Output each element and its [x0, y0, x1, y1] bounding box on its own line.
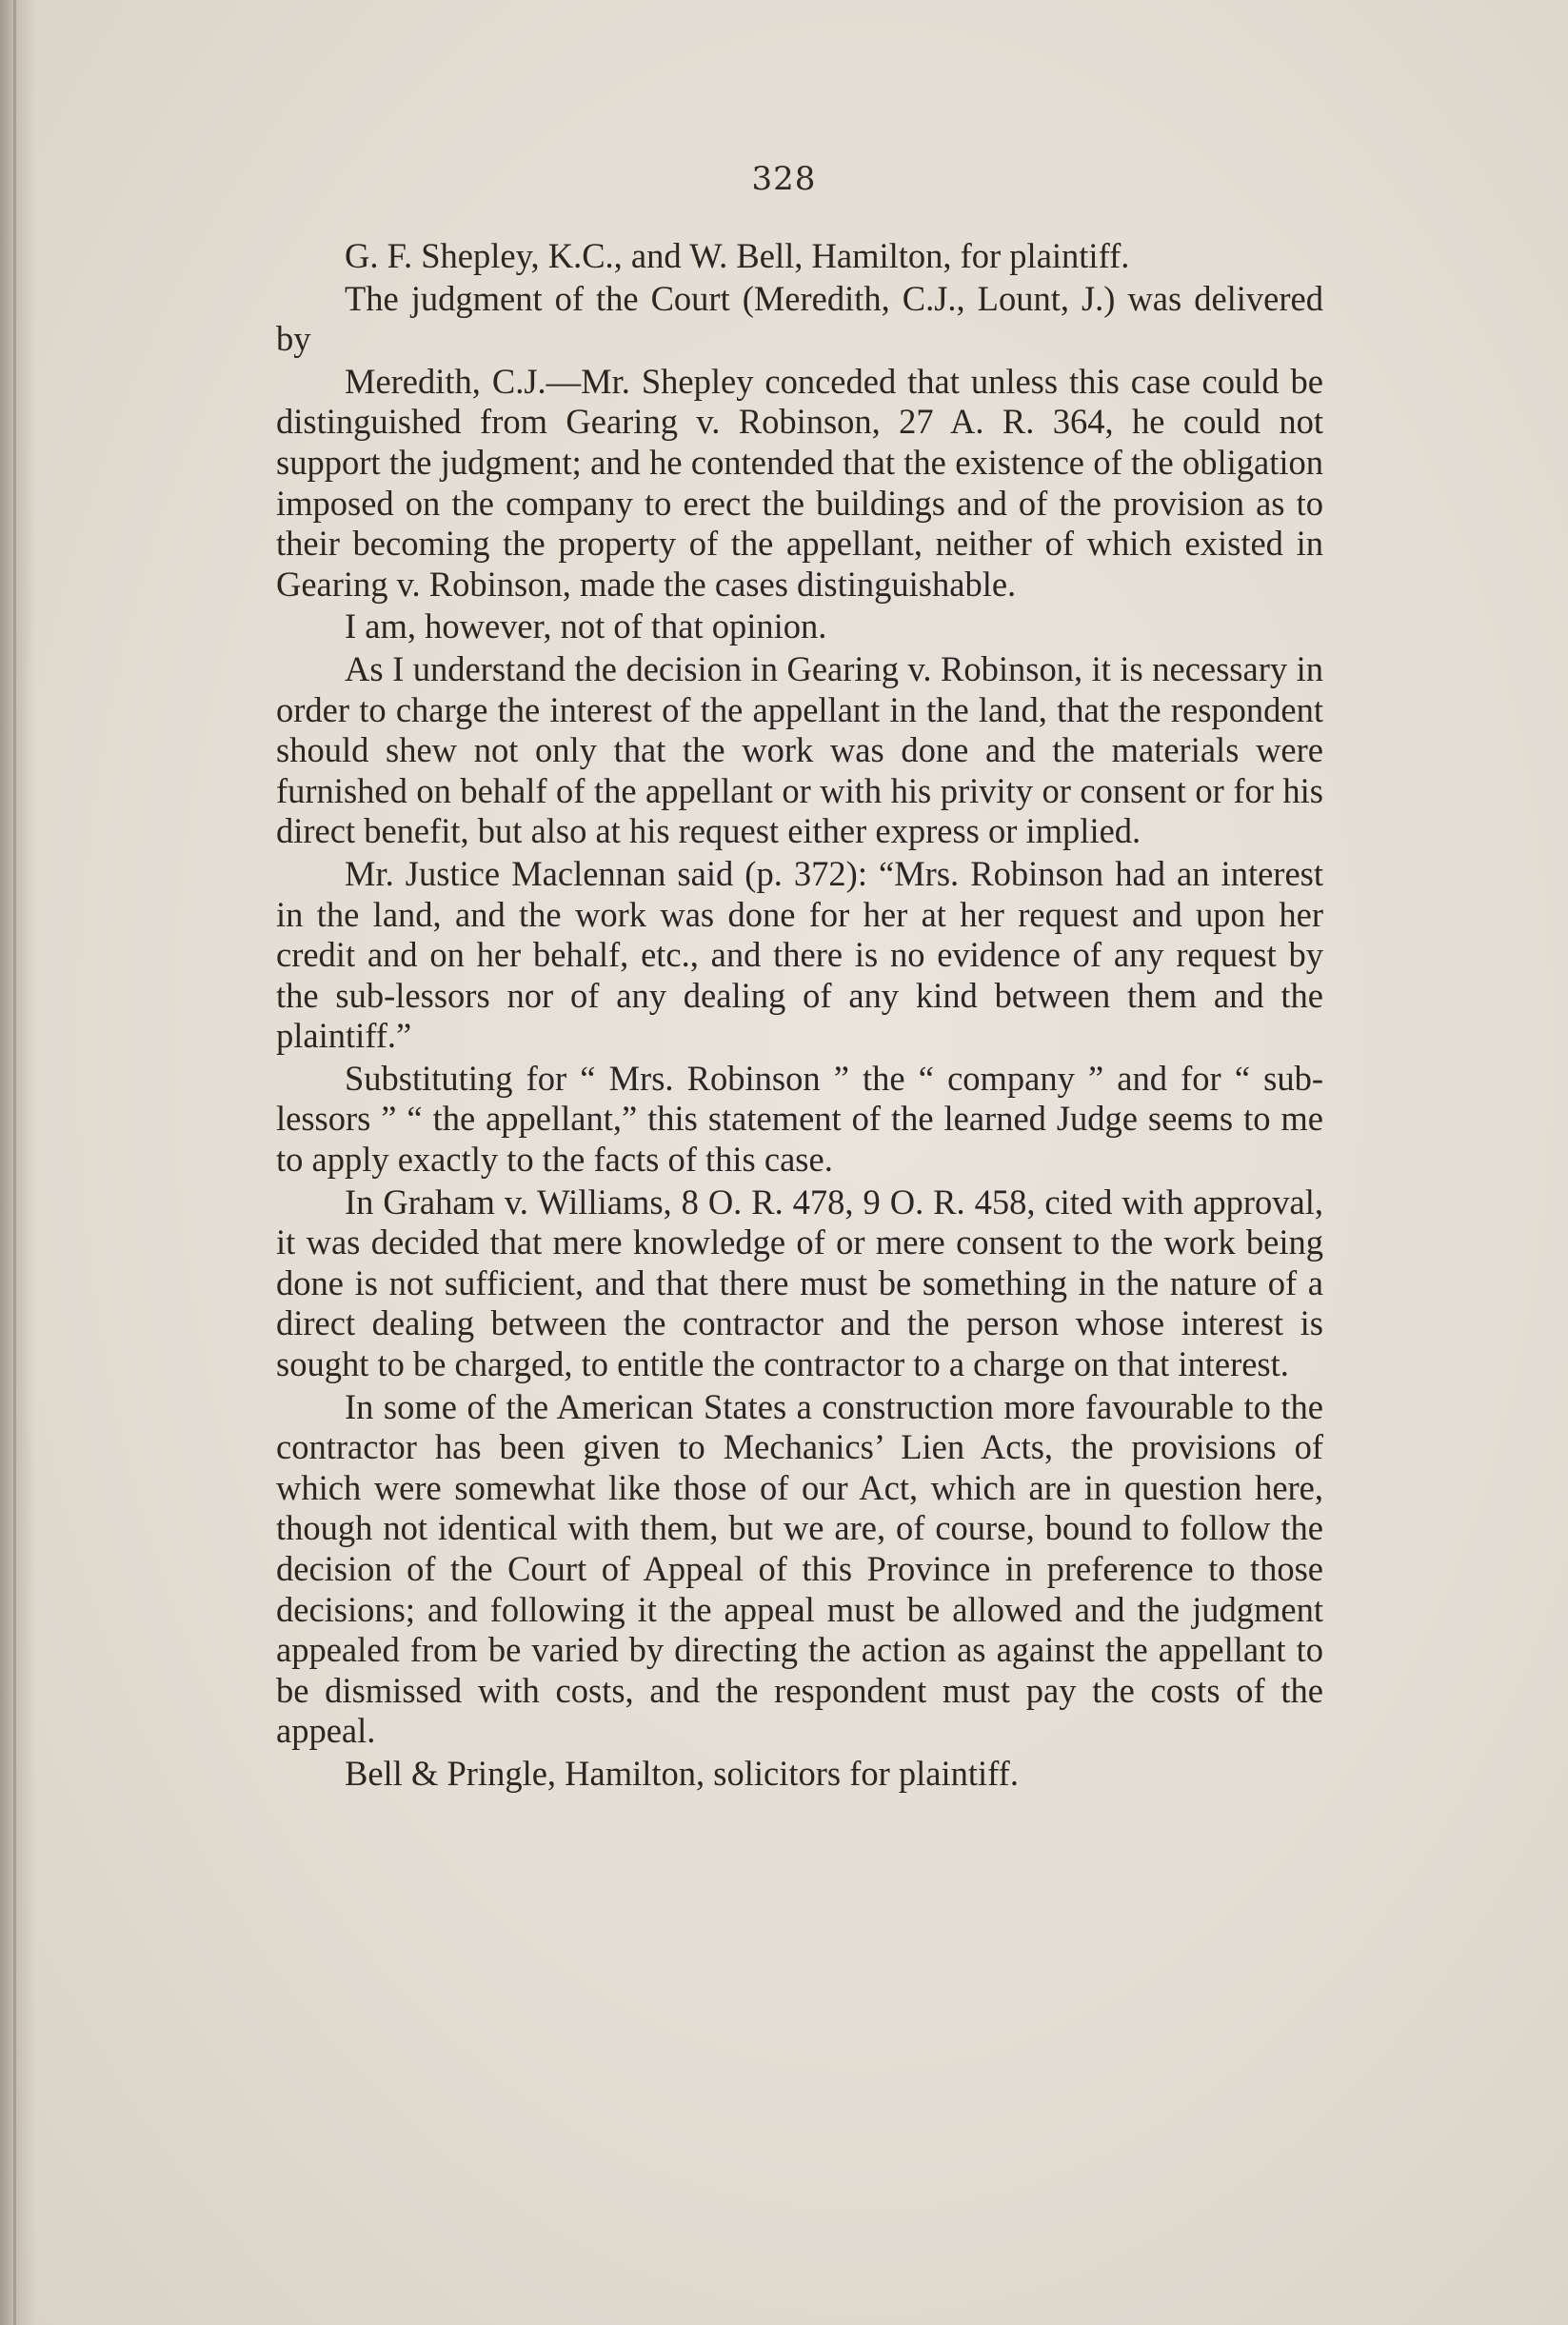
paragraph-meredith-opening: Meredith, C.J.—Mr. Shepley conceded that unless this case could be distinguished from Gearing v. Robinson, 27 A. R. 364, he could not support the judgment; and he contended that the existence of the obligation imposed on the company to erect the buildings and of the provision as to their becoming the property of the appellant, neither of which existed in Gearing v. Robinson, made the cases distinguishable.	[276, 361, 1323, 604]
paragraph-counsel: G. F. Shepley, K.C., and W. Bell, Hamilton, for plaintiff.	[345, 236, 1130, 275]
binding-shadow	[0, 0, 36, 2325]
body-text	[276, 236, 1323, 1797]
paragraph-opinion: I am, however, not of that opinion.	[345, 606, 827, 646]
paragraph-graham-williams: In Graham v. Williams, 8 O. R. 478, 9 O. R. 458, cited with approval, it was decided that mere knowledge of or mere consent to the work being done is not sufficient, and that there must be something in the nature of a direct dealing between the contractor and the person whose interest is sought to be charged, to entitle the contractor to a charge on that interest.	[276, 1182, 1323, 1384]
paragraph-maclennan-quote: Mr. Justice Maclennan said (p. 372): “Mrs. Robinson had an interest in the land, and the work was done for her at her request and upon her credit and on her behalf, etc., and there is no evidence of any request by the sub-lessors nor of any dealing of any kind between them and the plaintiff.”	[276, 853, 1323, 1056]
paragraph-solicitors: Bell & Pringle, Hamilton, solicitors for plaintiff.	[345, 1753, 1019, 1793]
binding-edge	[13, 0, 16, 2325]
paragraph-substituting: Substituting for “ Mrs. Robinson ” the “ company ” and for “ sub-lessors ” “ the appellant,” this statement of the learned Judge seems to me to apply exactly to the facts of this case.	[276, 1058, 1323, 1180]
paragraph-judgment-intro: The judgment of the Court (Meredith, C.J., Lount, J.) was delivered by	[276, 278, 1323, 359]
page-number: 328	[751, 160, 817, 198]
paragraph-gearing-decision: As I understand the decision in Gearing v. Robinson, it is necessary in order to charge the interest of the appellant in the land, that the respondent should shew not only that the work was done and the materials were furnished on behalf of the appellant or with his privity or consent or for his direct benefit, but also at his request either express or implied.	[276, 648, 1323, 851]
paragraph-american-states: In some of the American States a construction more favourable to the contractor has been given to Mechanics’ Lien Acts, the provisions of which were somewhat like those of our Act, which are in question here, though not identical with them, but we are, of course, bound to follow the decision of the Court of Appeal of this Province in preference to those decisions; and following it the appeal must be allowed and the judgment appealed from be varied by directing the action as against the appellant to be dismissed with costs, and the respondent must pay the costs of the appeal.	[276, 1386, 1323, 1751]
